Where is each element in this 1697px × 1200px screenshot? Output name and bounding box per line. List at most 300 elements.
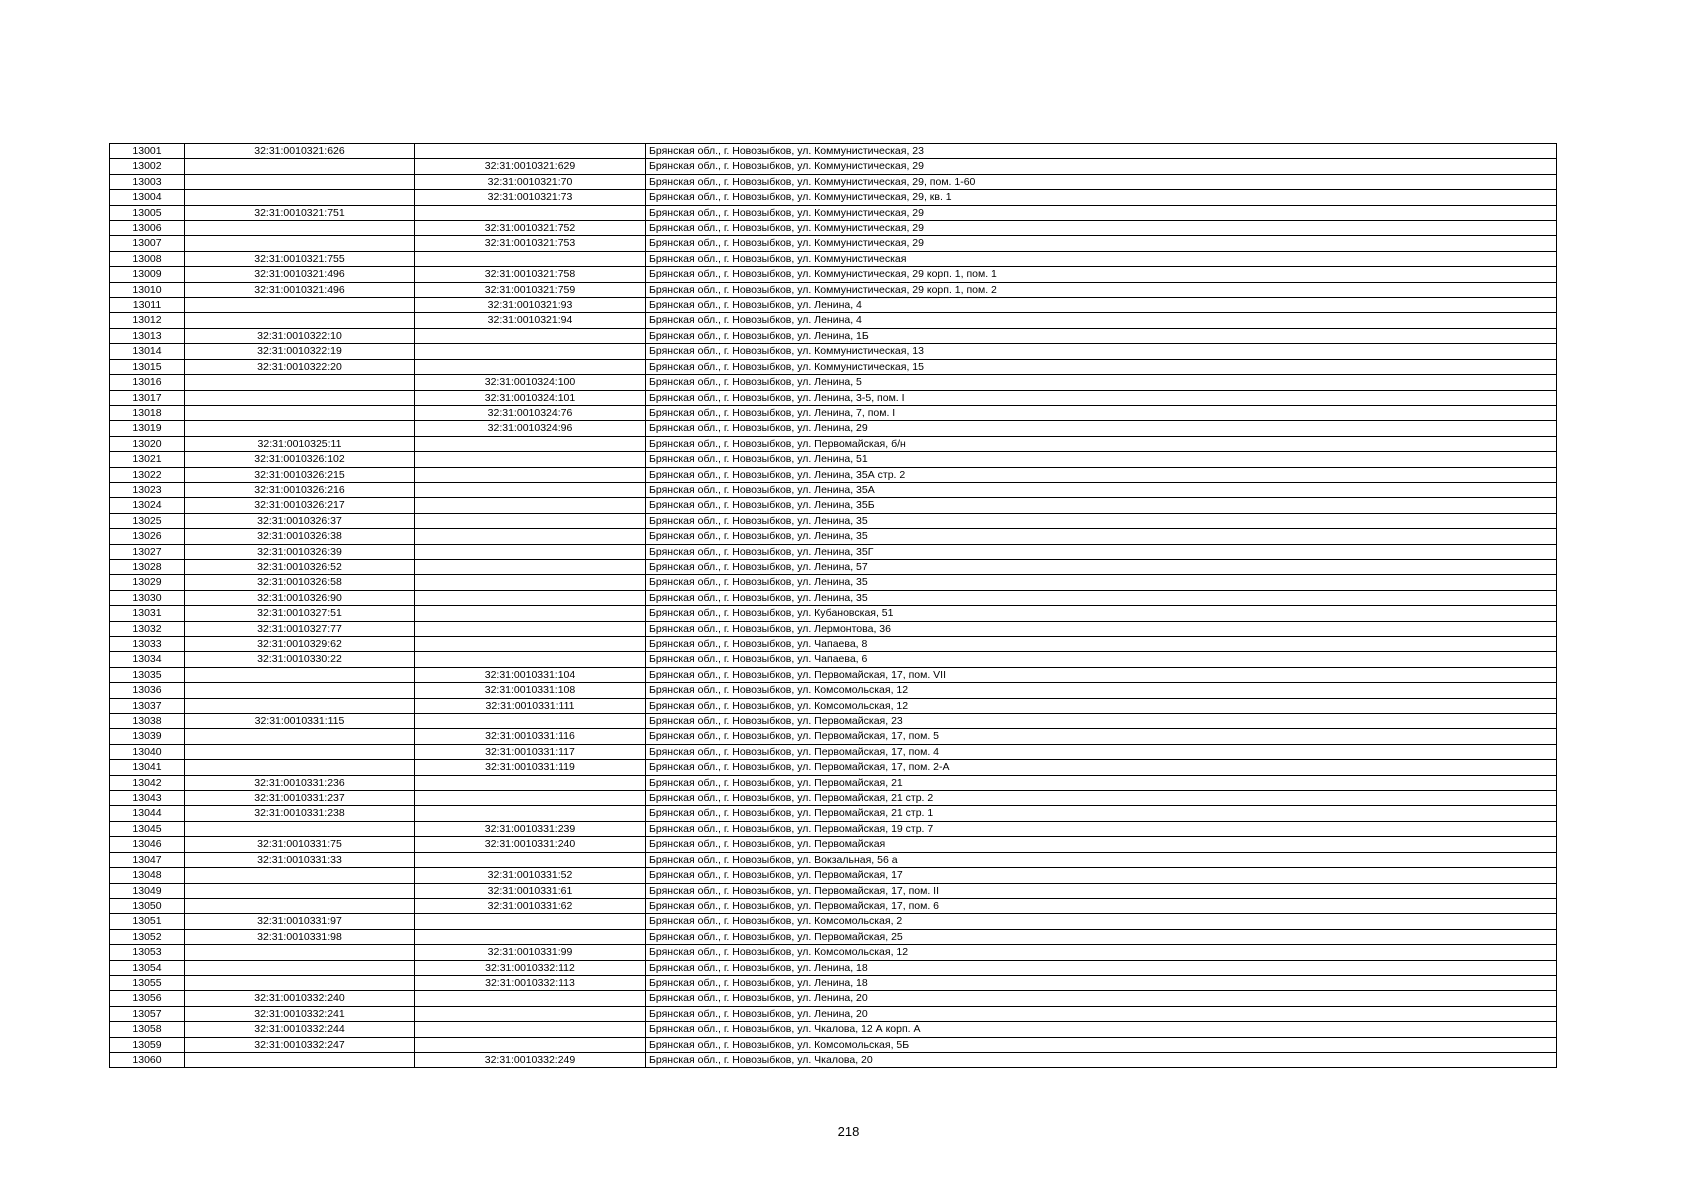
cadastral-number-cell bbox=[185, 945, 415, 960]
cadastral-number-cell bbox=[185, 174, 415, 189]
cadastral-number-cell: 32:31:0010326:90 bbox=[185, 590, 415, 605]
table-row bbox=[110, 298, 1557, 313]
row-number-cell: 13060 bbox=[110, 1052, 185, 1067]
table-row bbox=[110, 868, 1557, 883]
row-number-cell: 13033 bbox=[110, 637, 185, 652]
cadastral-number-cell bbox=[185, 236, 415, 251]
related-cadastral-number-cell: 32:31:0010331:116 bbox=[415, 729, 646, 744]
address-cell: Брянская обл., г. Новозыбков, ул. Первомайская, 21 стр. 2 bbox=[646, 791, 1557, 806]
related-cadastral-number-cell bbox=[415, 606, 646, 621]
cadastral-number-cell: 32:31:0010326:215 bbox=[185, 467, 415, 482]
address-cell: Брянская обл., г. Новозыбков, ул. Ленина, 20 bbox=[646, 1006, 1557, 1021]
table-row bbox=[110, 883, 1557, 898]
related-cadastral-number-cell bbox=[415, 806, 646, 821]
cadastral-number-cell: 32:31:0010321:626 bbox=[185, 144, 415, 159]
cadastral-number-cell: 32:31:0010331:115 bbox=[185, 714, 415, 729]
row-number-cell: 13043 bbox=[110, 791, 185, 806]
cadastral-number-cell: 32:31:0010326:217 bbox=[185, 498, 415, 513]
table-row bbox=[110, 328, 1557, 343]
table-row bbox=[110, 775, 1557, 790]
table-row bbox=[110, 467, 1557, 482]
row-number-cell: 13052 bbox=[110, 929, 185, 944]
cadastral-number-cell bbox=[185, 821, 415, 836]
table-row bbox=[110, 159, 1557, 174]
table-row bbox=[110, 852, 1557, 867]
cadastral-number-cell: 32:31:0010321:496 bbox=[185, 282, 415, 297]
address-cell: Брянская обл., г. Новозыбков, ул. Коммунистическая, 29, кв. 1 bbox=[646, 190, 1557, 205]
address-cell: Брянская обл., г. Новозыбков, ул. Коммунистическая, 29 корп. 1, пом. 1 bbox=[646, 267, 1557, 282]
cadastral-number-cell: 32:31:0010331:97 bbox=[185, 914, 415, 929]
row-number-cell: 13048 bbox=[110, 868, 185, 883]
address-cell: Брянская обл., г. Новозыбков, ул. Коммунистическая, 29 bbox=[646, 236, 1557, 251]
table-row bbox=[110, 421, 1557, 436]
row-number-cell: 13011 bbox=[110, 298, 185, 313]
related-cadastral-number-cell bbox=[415, 467, 646, 482]
row-number-cell: 13035 bbox=[110, 667, 185, 682]
cadastral-number-cell bbox=[185, 421, 415, 436]
cadastral-number-cell bbox=[185, 883, 415, 898]
address-cell: Брянская обл., г. Новозыбков, ул. Чкалова, 12 А корп. А bbox=[646, 1022, 1557, 1037]
related-cadastral-number-cell: 32:31:0010331:117 bbox=[415, 744, 646, 759]
row-number-cell: 13005 bbox=[110, 205, 185, 220]
related-cadastral-number-cell bbox=[415, 575, 646, 590]
table-row bbox=[110, 744, 1557, 759]
related-cadastral-number-cell: 32:31:0010324:100 bbox=[415, 375, 646, 390]
related-cadastral-number-cell bbox=[415, 621, 646, 636]
table-row bbox=[110, 945, 1557, 960]
row-number-cell: 13002 bbox=[110, 159, 185, 174]
related-cadastral-number-cell bbox=[415, 1006, 646, 1021]
row-number-cell: 13012 bbox=[110, 313, 185, 328]
related-cadastral-number-cell: 32:31:0010331:99 bbox=[415, 945, 646, 960]
address-cell: Брянская обл., г. Новозыбков, ул. Коммунистическая, 29, пом. 1-60 bbox=[646, 174, 1557, 189]
table-row bbox=[110, 791, 1557, 806]
address-cell: Брянская обл., г. Новозыбков, ул. Коммунистическая bbox=[646, 251, 1557, 266]
table-row bbox=[110, 1006, 1557, 1021]
related-cadastral-number-cell: 32:31:0010321:759 bbox=[415, 282, 646, 297]
address-cell: Брянская обл., г. Новозыбков, ул. Первомайская bbox=[646, 837, 1557, 852]
cadastral-number-cell bbox=[185, 729, 415, 744]
address-cell: Брянская обл., г. Новозыбков, ул. Ленина, 35Г bbox=[646, 544, 1557, 559]
cadastral-number-cell: 32:31:0010331:238 bbox=[185, 806, 415, 821]
related-cadastral-number-cell bbox=[415, 852, 646, 867]
row-number-cell: 13041 bbox=[110, 760, 185, 775]
address-cell: Брянская обл., г. Новозыбков, ул. Чапаева, 6 bbox=[646, 652, 1557, 667]
table-row bbox=[110, 683, 1557, 698]
address-cell: Брянская обл., г. Новозыбков, ул. Лермонтова, 36 bbox=[646, 621, 1557, 636]
row-number-cell: 13059 bbox=[110, 1037, 185, 1052]
related-cadastral-number-cell bbox=[415, 544, 646, 559]
table-row bbox=[110, 621, 1557, 636]
related-cadastral-number-cell: 32:31:0010321:752 bbox=[415, 221, 646, 236]
table-row bbox=[110, 313, 1557, 328]
table-row bbox=[110, 375, 1557, 390]
related-cadastral-number-cell bbox=[415, 714, 646, 729]
related-cadastral-number-cell: 32:31:0010321:70 bbox=[415, 174, 646, 189]
related-cadastral-number-cell bbox=[415, 775, 646, 790]
related-cadastral-number-cell: 32:31:0010324:101 bbox=[415, 390, 646, 405]
row-number-cell: 13042 bbox=[110, 775, 185, 790]
address-cell: Брянская обл., г. Новозыбков, ул. Коммунистическая, 13 bbox=[646, 344, 1557, 359]
cadastral-number-cell bbox=[185, 975, 415, 990]
cadastral-number-cell: 32:31:0010332:240 bbox=[185, 991, 415, 1006]
cadastral-number-cell: 32:31:0010326:37 bbox=[185, 513, 415, 528]
table-row bbox=[110, 221, 1557, 236]
table-row bbox=[110, 1052, 1557, 1067]
table-row bbox=[110, 513, 1557, 528]
address-cell: Брянская обл., г. Новозыбков, ул. Первомайская, 17, пом. 2-А bbox=[646, 760, 1557, 775]
row-number-cell: 13008 bbox=[110, 251, 185, 266]
address-cell: Брянская обл., г. Новозыбков, ул. Первомайская, 17, пом. 5 bbox=[646, 729, 1557, 744]
related-cadastral-number-cell bbox=[415, 436, 646, 451]
related-cadastral-number-cell: 32:31:0010332:249 bbox=[415, 1052, 646, 1067]
row-number-cell: 13027 bbox=[110, 544, 185, 559]
address-cell: Брянская обл., г. Новозыбков, ул. Ленина, 4 bbox=[646, 313, 1557, 328]
address-cell: Брянская обл., г. Новозыбков, ул. Комсомольская, 12 bbox=[646, 683, 1557, 698]
row-number-cell: 13023 bbox=[110, 482, 185, 497]
table-row bbox=[110, 637, 1557, 652]
related-cadastral-number-cell: 32:31:0010321:73 bbox=[415, 190, 646, 205]
address-cell: Брянская обл., г. Новозыбков, ул. Первомайская, 17 bbox=[646, 868, 1557, 883]
table-row bbox=[110, 190, 1557, 205]
row-number-cell: 13007 bbox=[110, 236, 185, 251]
row-number-cell: 13038 bbox=[110, 714, 185, 729]
related-cadastral-number-cell bbox=[415, 652, 646, 667]
address-cell: Брянская обл., г. Новозыбков, ул. Ленина, 35А bbox=[646, 482, 1557, 497]
related-cadastral-number-cell: 32:31:0010321:758 bbox=[415, 267, 646, 282]
table-row bbox=[110, 174, 1557, 189]
table-row bbox=[110, 559, 1557, 574]
cadastral-number-cell: 32:31:0010326:102 bbox=[185, 452, 415, 467]
cadastral-number-cell: 32:31:0010326:58 bbox=[185, 575, 415, 590]
cadastral-number-cell: 32:31:0010326:38 bbox=[185, 529, 415, 544]
related-cadastral-number-cell bbox=[415, 791, 646, 806]
address-cell: Брянская обл., г. Новозыбков, ул. Комсомольская, 5Б bbox=[646, 1037, 1557, 1052]
address-cell: Брянская обл., г. Новозыбков, ул. Ленина, 35 bbox=[646, 529, 1557, 544]
table-row bbox=[110, 806, 1557, 821]
address-cell: Брянская обл., г. Новозыбков, ул. Ленина, 5 bbox=[646, 375, 1557, 390]
address-cell: Брянская обл., г. Новозыбков, ул. Коммунистическая, 29 bbox=[646, 159, 1557, 174]
table-row bbox=[110, 975, 1557, 990]
address-cell: Брянская обл., г. Новозыбков, ул. Чапаева, 8 bbox=[646, 637, 1557, 652]
cadastral-number-cell: 32:31:0010331:33 bbox=[185, 852, 415, 867]
table-row bbox=[110, 405, 1557, 420]
row-number-cell: 13037 bbox=[110, 698, 185, 713]
row-number-cell: 13051 bbox=[110, 914, 185, 929]
related-cadastral-number-cell bbox=[415, 144, 646, 159]
related-cadastral-number-cell: 32:31:0010331:104 bbox=[415, 667, 646, 682]
address-cell: Брянская обл., г. Новозыбков, ул. Коммунистическая, 15 bbox=[646, 359, 1557, 374]
address-cell: Брянская обл., г. Новозыбков, ул. Ленина, 18 bbox=[646, 975, 1557, 990]
row-number-cell: 13016 bbox=[110, 375, 185, 390]
cadastral-number-cell: 32:31:0010326:216 bbox=[185, 482, 415, 497]
address-cell: Брянская обл., г. Новозыбков, ул. Первомайская, б/н bbox=[646, 436, 1557, 451]
related-cadastral-number-cell: 32:31:0010331:52 bbox=[415, 868, 646, 883]
table-row bbox=[110, 482, 1557, 497]
row-number-cell: 13030 bbox=[110, 590, 185, 605]
cadastral-number-cell: 32:31:0010322:20 bbox=[185, 359, 415, 374]
address-cell: Брянская обл., г. Новозыбков, ул. Ленина, 51 bbox=[646, 452, 1557, 467]
related-cadastral-number-cell bbox=[415, 251, 646, 266]
table-row bbox=[110, 714, 1557, 729]
row-number-cell: 13006 bbox=[110, 221, 185, 236]
related-cadastral-number-cell bbox=[415, 344, 646, 359]
cadastral-number-cell: 32:31:0010326:52 bbox=[185, 559, 415, 574]
table-row bbox=[110, 606, 1557, 621]
row-number-cell: 13034 bbox=[110, 652, 185, 667]
address-cell: Брянская обл., г. Новозыбков, ул. Ленина, 7, пом. I bbox=[646, 405, 1557, 420]
related-cadastral-number-cell: 32:31:0010331:119 bbox=[415, 760, 646, 775]
row-number-cell: 13010 bbox=[110, 282, 185, 297]
row-number-cell: 13013 bbox=[110, 328, 185, 343]
related-cadastral-number-cell bbox=[415, 590, 646, 605]
row-number-cell: 13050 bbox=[110, 898, 185, 913]
related-cadastral-number-cell bbox=[415, 452, 646, 467]
row-number-cell: 13046 bbox=[110, 837, 185, 852]
table-row bbox=[110, 929, 1557, 944]
table-row bbox=[110, 729, 1557, 744]
related-cadastral-number-cell: 32:31:0010331:108 bbox=[415, 683, 646, 698]
cadastral-number-cell bbox=[185, 744, 415, 759]
address-cell: Брянская обл., г. Новозыбков, ул. Первомайская, 17, пом. 6 bbox=[646, 898, 1557, 913]
address-cell: Брянская обл., г. Новозыбков, ул. Ленина, 35Б bbox=[646, 498, 1557, 513]
cadastral-number-cell: 32:31:0010327:77 bbox=[185, 621, 415, 636]
cadastral-number-cell: 32:31:0010331:98 bbox=[185, 929, 415, 944]
table-row bbox=[110, 205, 1557, 220]
related-cadastral-number-cell bbox=[415, 529, 646, 544]
row-number-cell: 13039 bbox=[110, 729, 185, 744]
cadastral-number-cell: 32:31:0010322:10 bbox=[185, 328, 415, 343]
address-cell: Брянская обл., г. Новозыбков, ул. Ленина, 4 bbox=[646, 298, 1557, 313]
row-number-cell: 13054 bbox=[110, 960, 185, 975]
address-cell: Брянская обл., г. Новозыбков, ул. Ленина, 35 bbox=[646, 513, 1557, 528]
table-row bbox=[110, 236, 1557, 251]
related-cadastral-number-cell bbox=[415, 1022, 646, 1037]
cadastral-number-cell: 32:31:0010330:22 bbox=[185, 652, 415, 667]
row-number-cell: 13025 bbox=[110, 513, 185, 528]
address-cell: Брянская обл., г. Новозыбков, ул. Первомайская, 21 стр. 1 bbox=[646, 806, 1557, 821]
address-cell: Брянская обл., г. Новозыбков, ул. Первомайская, 21 bbox=[646, 775, 1557, 790]
registry-table-body bbox=[110, 144, 1557, 1068]
table-row bbox=[110, 698, 1557, 713]
table-row bbox=[110, 652, 1557, 667]
related-cadastral-number-cell: 32:31:0010331:239 bbox=[415, 821, 646, 836]
related-cadastral-number-cell bbox=[415, 1037, 646, 1052]
address-cell: Брянская обл., г. Новозыбков, ул. Вокзальная, 56 а bbox=[646, 852, 1557, 867]
cadastral-number-cell bbox=[185, 375, 415, 390]
address-cell: Брянская обл., г. Новозыбков, ул. Ленина, 35 bbox=[646, 590, 1557, 605]
address-cell: Брянская обл., г. Новозыбков, ул. Комсомольская, 12 bbox=[646, 945, 1557, 960]
related-cadastral-number-cell bbox=[415, 914, 646, 929]
cadastral-number-cell: 32:31:0010331:75 bbox=[185, 837, 415, 852]
address-cell: Брянская обл., г. Новозыбков, ул. Первомайская, 25 bbox=[646, 929, 1557, 944]
table-row bbox=[110, 359, 1557, 374]
cadastral-number-cell bbox=[185, 221, 415, 236]
table-row bbox=[110, 821, 1557, 836]
table-row bbox=[110, 144, 1557, 159]
cadastral-number-cell bbox=[185, 390, 415, 405]
related-cadastral-number-cell bbox=[415, 637, 646, 652]
related-cadastral-number-cell: 32:31:0010332:113 bbox=[415, 975, 646, 990]
cadastral-number-cell: 32:31:0010329:62 bbox=[185, 637, 415, 652]
row-number-cell: 13015 bbox=[110, 359, 185, 374]
related-cadastral-number-cell: 32:31:0010331:111 bbox=[415, 698, 646, 713]
table-row bbox=[110, 667, 1557, 682]
table-row bbox=[110, 390, 1557, 405]
row-number-cell: 13040 bbox=[110, 744, 185, 759]
related-cadastral-number-cell bbox=[415, 359, 646, 374]
row-number-cell: 13045 bbox=[110, 821, 185, 836]
related-cadastral-number-cell bbox=[415, 482, 646, 497]
related-cadastral-number-cell bbox=[415, 513, 646, 528]
row-number-cell: 13029 bbox=[110, 575, 185, 590]
cadastral-number-cell: 32:31:0010321:755 bbox=[185, 251, 415, 266]
table-row bbox=[110, 1022, 1557, 1037]
address-cell: Брянская обл., г. Новозыбков, ул. Коммунистическая, 29 bbox=[646, 205, 1557, 220]
address-cell: Брянская обл., г. Новозыбков, ул. Комсомольская, 12 bbox=[646, 698, 1557, 713]
address-cell: Брянская обл., г. Новозыбков, ул. Первомайская, 19 стр. 7 bbox=[646, 821, 1557, 836]
address-cell: Брянская обл., г. Новозыбков, ул. Первомайская, 17, пом. 4 bbox=[646, 744, 1557, 759]
related-cadastral-number-cell bbox=[415, 498, 646, 513]
address-cell: Брянская обл., г. Новозыбков, ул. Ленина, 29 bbox=[646, 421, 1557, 436]
registry-table bbox=[109, 143, 1557, 1068]
table-row bbox=[110, 960, 1557, 975]
address-cell: Брянская обл., г. Новозыбков, ул. Комсомольская, 2 bbox=[646, 914, 1557, 929]
row-number-cell: 13036 bbox=[110, 683, 185, 698]
address-cell: Брянская обл., г. Новозыбков, ул. Коммунистическая, 29 bbox=[646, 221, 1557, 236]
table-row bbox=[110, 452, 1557, 467]
row-number-cell: 13020 bbox=[110, 436, 185, 451]
related-cadastral-number-cell bbox=[415, 328, 646, 343]
row-number-cell: 13019 bbox=[110, 421, 185, 436]
related-cadastral-number-cell bbox=[415, 991, 646, 1006]
address-cell: Брянская обл., г. Новозыбков, ул. Ленина, 1Б bbox=[646, 328, 1557, 343]
related-cadastral-number-cell: 32:31:0010321:753 bbox=[415, 236, 646, 251]
table-row bbox=[110, 267, 1557, 282]
cadastral-number-cell bbox=[185, 667, 415, 682]
table-row bbox=[110, 760, 1557, 775]
table-row bbox=[110, 544, 1557, 559]
table-row bbox=[110, 529, 1557, 544]
cadastral-number-cell bbox=[185, 683, 415, 698]
cadastral-number-cell bbox=[185, 868, 415, 883]
cadastral-number-cell: 32:31:0010331:237 bbox=[185, 791, 415, 806]
address-cell: Брянская обл., г. Новозыбков, ул. Первомайская, 17, пом. II bbox=[646, 883, 1557, 898]
table-row bbox=[110, 837, 1557, 852]
address-cell: Брянская обл., г. Новозыбков, ул. Коммунистическая, 29 корп. 1, пом. 2 bbox=[646, 282, 1557, 297]
row-number-cell: 13003 bbox=[110, 174, 185, 189]
table-row bbox=[110, 436, 1557, 451]
cadastral-number-cell bbox=[185, 405, 415, 420]
row-number-cell: 13053 bbox=[110, 945, 185, 960]
address-cell: Брянская обл., г. Новозыбков, ул. Чкалова, 20 bbox=[646, 1052, 1557, 1067]
row-number-cell: 13031 bbox=[110, 606, 185, 621]
row-number-cell: 13022 bbox=[110, 467, 185, 482]
row-number-cell: 13009 bbox=[110, 267, 185, 282]
cadastral-number-cell bbox=[185, 298, 415, 313]
address-cell: Брянская обл., г. Новозыбков, ул. Первомайская, 23 bbox=[646, 714, 1557, 729]
table-row bbox=[110, 498, 1557, 513]
cadastral-number-cell bbox=[185, 159, 415, 174]
cadastral-number-cell: 32:31:0010325:11 bbox=[185, 436, 415, 451]
address-cell: Брянская обл., г. Новозыбков, ул. Ленина, 35 bbox=[646, 575, 1557, 590]
address-cell: Брянская обл., г. Новозыбков, ул. Ленина, 35А стр. 2 bbox=[646, 467, 1557, 482]
row-number-cell: 13014 bbox=[110, 344, 185, 359]
row-number-cell: 13026 bbox=[110, 529, 185, 544]
row-number-cell: 13001 bbox=[110, 144, 185, 159]
address-cell: Брянская обл., г. Новозыбков, ул. Коммунистическая, 23 bbox=[646, 144, 1557, 159]
table-row bbox=[110, 344, 1557, 359]
row-number-cell: 13032 bbox=[110, 621, 185, 636]
table-row bbox=[110, 251, 1557, 266]
row-number-cell: 13058 bbox=[110, 1022, 185, 1037]
row-number-cell: 13047 bbox=[110, 852, 185, 867]
related-cadastral-number-cell: 32:31:0010331:62 bbox=[415, 898, 646, 913]
address-cell: Брянская обл., г. Новозыбков, ул. Ленина, 3-5, пом. I bbox=[646, 390, 1557, 405]
related-cadastral-number-cell: 32:31:0010331:61 bbox=[415, 883, 646, 898]
row-number-cell: 13021 bbox=[110, 452, 185, 467]
row-number-cell: 13049 bbox=[110, 883, 185, 898]
row-number-cell: 13057 bbox=[110, 1006, 185, 1021]
row-number-cell: 13004 bbox=[110, 190, 185, 205]
cadastral-number-cell: 32:31:0010332:241 bbox=[185, 1006, 415, 1021]
related-cadastral-number-cell: 32:31:0010321:94 bbox=[415, 313, 646, 328]
related-cadastral-number-cell: 32:31:0010321:93 bbox=[415, 298, 646, 313]
row-number-cell: 13056 bbox=[110, 991, 185, 1006]
cadastral-number-cell bbox=[185, 313, 415, 328]
table-row bbox=[110, 991, 1557, 1006]
table-row bbox=[110, 590, 1557, 605]
related-cadastral-number-cell bbox=[415, 559, 646, 574]
table-row bbox=[110, 1037, 1557, 1052]
related-cadastral-number-cell: 32:31:0010324:96 bbox=[415, 421, 646, 436]
cadastral-number-cell: 32:31:0010332:247 bbox=[185, 1037, 415, 1052]
address-cell: Брянская обл., г. Новозыбков, ул. Кубановская, 51 bbox=[646, 606, 1557, 621]
cadastral-number-cell: 32:31:0010332:244 bbox=[185, 1022, 415, 1037]
table-row bbox=[110, 575, 1557, 590]
cadastral-number-cell: 32:31:0010321:751 bbox=[185, 205, 415, 220]
related-cadastral-number-cell: 32:31:0010321:629 bbox=[415, 159, 646, 174]
related-cadastral-number-cell bbox=[415, 205, 646, 220]
address-cell: Брянская обл., г. Новозыбков, ул. Ленина, 57 bbox=[646, 559, 1557, 574]
cadastral-number-cell bbox=[185, 960, 415, 975]
cadastral-number-cell bbox=[185, 190, 415, 205]
cadastral-number-cell: 32:31:0010327:51 bbox=[185, 606, 415, 621]
row-number-cell: 13018 bbox=[110, 405, 185, 420]
page-number: 218 bbox=[837, 1124, 860, 1139]
cadastral-number-cell bbox=[185, 898, 415, 913]
cadastral-number-cell: 32:31:0010322:19 bbox=[185, 344, 415, 359]
address-cell: Брянская обл., г. Новозыбков, ул. Ленина, 18 bbox=[646, 960, 1557, 975]
row-number-cell: 13055 bbox=[110, 975, 185, 990]
table-row bbox=[110, 914, 1557, 929]
related-cadastral-number-cell: 32:31:0010332:112 bbox=[415, 960, 646, 975]
address-cell: Брянская обл., г. Новозыбков, ул. Ленина, 20 bbox=[646, 991, 1557, 1006]
cadastral-number-cell: 32:31:0010326:39 bbox=[185, 544, 415, 559]
row-number-cell: 13024 bbox=[110, 498, 185, 513]
related-cadastral-number-cell bbox=[415, 929, 646, 944]
related-cadastral-number-cell: 32:31:0010331:240 bbox=[415, 837, 646, 852]
related-cadastral-number-cell: 32:31:0010324:76 bbox=[415, 405, 646, 420]
row-number-cell: 13017 bbox=[110, 390, 185, 405]
cadastral-number-cell bbox=[185, 698, 415, 713]
cadastral-number-cell bbox=[185, 760, 415, 775]
table-row bbox=[110, 282, 1557, 297]
cadastral-number-cell: 32:31:0010321:496 bbox=[185, 267, 415, 282]
row-number-cell: 13044 bbox=[110, 806, 185, 821]
cadastral-number-cell bbox=[185, 1052, 415, 1067]
row-number-cell: 13028 bbox=[110, 559, 185, 574]
